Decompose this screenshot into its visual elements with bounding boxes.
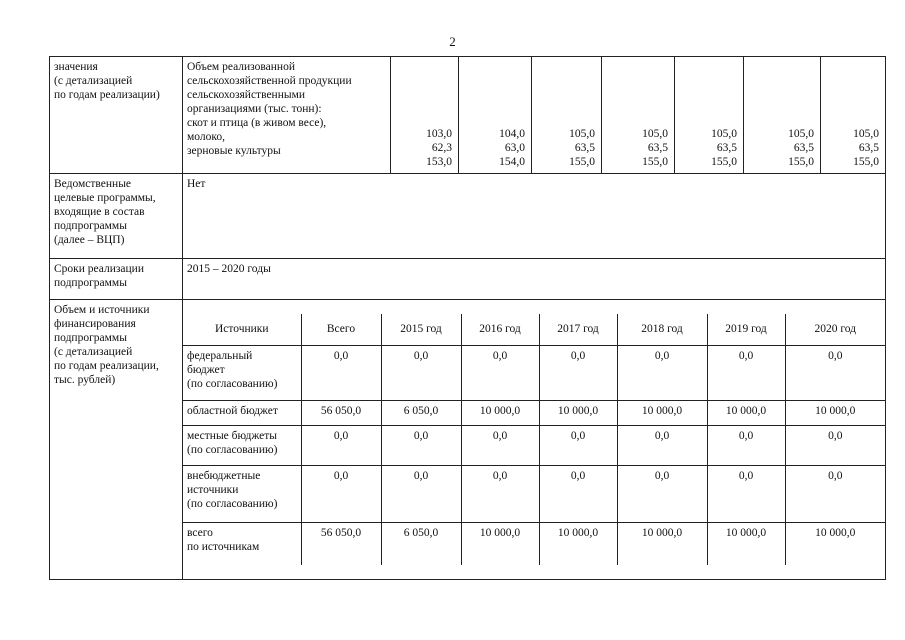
source-label: внебюджетные источники (по согласованию) xyxy=(183,466,301,523)
funding-label: Объем и источники финансирования подпрограммы (с детализацией по годам реализации, тыс. рублей) xyxy=(50,300,183,580)
funding-value: 10 000,0 xyxy=(707,401,785,426)
indicator-value-cell: 105,0 63,5 155,0 xyxy=(821,57,886,174)
funding-table xyxy=(183,314,885,565)
funding-value: 0,0 xyxy=(461,466,539,523)
target-programs-row xyxy=(50,174,886,259)
funding-row-total xyxy=(183,523,885,565)
funding-value: 10 000,0 xyxy=(785,523,885,565)
timing-value: 2015 – 2020 годы xyxy=(183,259,886,300)
header-year-2017: 2017 год xyxy=(539,314,617,346)
indicator-value-cell: 105,0 63,5 155,0 xyxy=(744,57,821,174)
indicator-value-cell: 104,0 63,0 154,0 xyxy=(459,57,532,174)
funding-row-local xyxy=(183,426,885,466)
page-number: 2 xyxy=(449,34,456,49)
header-sources: Источники xyxy=(183,314,301,346)
header-total: Всего xyxy=(301,314,381,346)
funding-row-regional xyxy=(183,401,885,426)
funding-value: 10 000,0 xyxy=(617,401,707,426)
header-year-2016: 2016 год xyxy=(461,314,539,346)
funding-value: 0,0 xyxy=(539,426,617,466)
source-label: местные бюджеты (по согласованию) xyxy=(183,426,301,466)
indicator-value-cell: 105,0 63,5 155,0 xyxy=(532,57,602,174)
passport-table xyxy=(49,56,885,580)
funding-value: 0,0 xyxy=(617,346,707,401)
timing-row xyxy=(50,259,886,300)
funding-value: 10 000,0 xyxy=(539,401,617,426)
funding-value: 0,0 xyxy=(381,346,461,401)
indicator-description: Объем реализованной сельскохозяйственной продукции сельскохозяйственными организациями (тыс. тонн): скот и птица (в живом весе), молоко, зерновые культуры xyxy=(183,57,391,174)
funding-value: 0,0 xyxy=(785,346,885,401)
funding-value: 6 050,0 xyxy=(381,401,461,426)
funding-value: 10 000,0 xyxy=(461,401,539,426)
header-year-2015: 2015 год xyxy=(381,314,461,346)
funding-value: 0,0 xyxy=(539,466,617,523)
source-label: областной бюджет xyxy=(183,401,301,426)
funding-value: 10 000,0 xyxy=(785,401,885,426)
funding-value: 6 050,0 xyxy=(381,523,461,565)
indicator-values-label: значения (с детализацией по годам реализации) xyxy=(50,57,183,174)
header-year-2018: 2018 год xyxy=(617,314,707,346)
funding-row-federal xyxy=(183,346,885,401)
header-year-2020: 2020 год xyxy=(785,314,885,346)
timing-label: Сроки реализации подпрограммы xyxy=(50,259,183,300)
funding-value: 0,0 xyxy=(301,466,381,523)
target-programs-label: Ведомственные целевые программы, входящие в состав подпрограммы (далее – ВЦП) xyxy=(50,174,183,259)
funding-value: 56 050,0 xyxy=(301,523,381,565)
funding-value: 0,0 xyxy=(785,466,885,523)
funding-value: 10 000,0 xyxy=(539,523,617,565)
indicator-values-row xyxy=(50,57,886,174)
funding-value: 10 000,0 xyxy=(617,523,707,565)
funding-value: 0,0 xyxy=(301,346,381,401)
funding-value: 0,0 xyxy=(539,346,617,401)
funding-value: 0,0 xyxy=(301,426,381,466)
source-label: федеральный бюджет (по согласованию) xyxy=(183,346,301,401)
funding-value: 0,0 xyxy=(707,426,785,466)
funding-value: 0,0 xyxy=(461,346,539,401)
funding-value: 0,0 xyxy=(617,466,707,523)
funding-value: 0,0 xyxy=(617,426,707,466)
funding-value: 0,0 xyxy=(707,466,785,523)
funding-value: 10 000,0 xyxy=(707,523,785,565)
funding-value: 0,0 xyxy=(785,426,885,466)
funding-value: 0,0 xyxy=(381,466,461,523)
funding-row-extrabudgetary xyxy=(183,466,885,523)
funding-header-row xyxy=(183,314,885,346)
target-programs-value: Нет xyxy=(183,174,886,259)
indicator-value-cell: 103,0 62,3 153,0 xyxy=(391,57,459,174)
funding-row xyxy=(50,300,886,580)
funding-value: 0,0 xyxy=(461,426,539,466)
indicator-value-cell: 105,0 63,5 155,0 xyxy=(602,57,675,174)
source-label: всего по источникам xyxy=(183,523,301,565)
header-year-2019: 2019 год xyxy=(707,314,785,346)
indicator-value-cell: 105,0 63,5 155,0 xyxy=(675,57,744,174)
funding-value: 10 000,0 xyxy=(461,523,539,565)
funding-value: 56 050,0 xyxy=(301,401,381,426)
funding-value: 0,0 xyxy=(707,346,785,401)
funding-value: 0,0 xyxy=(381,426,461,466)
funding-table-cell xyxy=(183,300,886,580)
